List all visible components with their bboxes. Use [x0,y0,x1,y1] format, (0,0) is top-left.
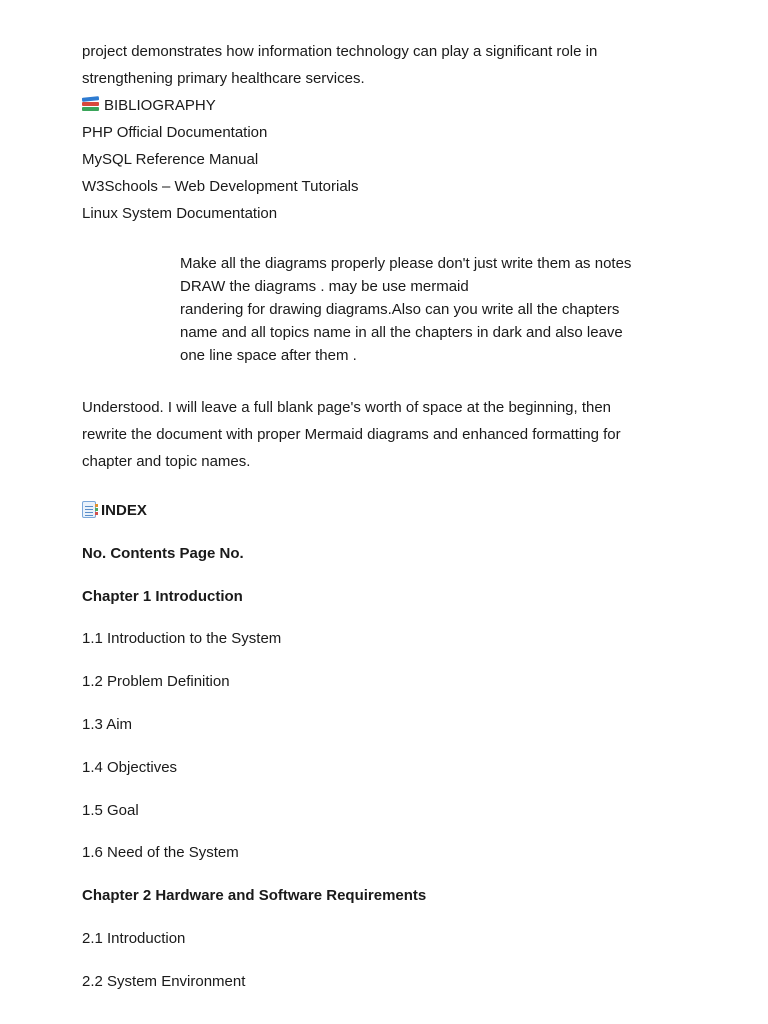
bookmark-tabs-icon [82,501,96,518]
books-icon [82,97,99,112]
topic-item: 2.2 System Environment [82,972,246,990]
bibliography-item: W3Schools – Web Development Tutorials [82,178,359,195]
topic-item: 1.3 Aim [82,715,133,733]
chapter-title: Chapter 1 Introduction [82,587,243,605]
user-message [180,252,700,367]
index-section [82,490,702,1004]
response-line: rewrite the document with proper Mermaid diagrams and enhanced formatting for [82,426,621,443]
topic-item: 1.4 Objectives [82,758,178,776]
assistant-response [82,394,702,475]
bibliography-item: Linux System Documentation [82,205,278,222]
bibliography-item: PHP Official Documentation [82,124,268,141]
response-line: chapter and topic names. [82,453,251,470]
user-message-line: name and all topics name in all the chapters in dark and also leave [180,324,623,341]
bibliography-heading [82,92,702,119]
user-message-line: one line space after them . [180,347,357,364]
conclusion-line: project demonstrates how information technology can play a significant role in [82,43,598,60]
bibliography-heading-label: BIBLIOGRAPHY [104,97,216,114]
conclusion-line: strengthening primary healthcare services. [82,70,365,87]
user-message-line: Make all the diagrams properly please don't just write them as notes [180,255,632,272]
topic-item: 1.6 Need of the System [82,844,239,862]
index-heading-label: INDEX [101,502,147,519]
topic-item: 1.2 Problem Definition [82,673,230,691]
user-message-line: DRAW the diagrams . may be use mermaid [180,278,469,295]
user-message-line: randering for drawing diagrams.Also can you write all the chapters [180,301,620,318]
topic-item: 1.1 Introduction to the System [82,630,282,648]
index-columns-header: No. Contents Page No. [82,544,244,562]
conclusion-and-bibliography [82,38,702,227]
index-heading [82,490,702,533]
chapter-title: Chapter 2 Hardware and Software Requirements [82,887,427,905]
topic-item: 2.1 Introduction [82,929,186,947]
topic-item: 1.5 Goal [82,801,139,819]
response-line: Understood. I will leave a full blank page's worth of space at the beginning, then [82,399,612,416]
bibliography-item: MySQL Reference Manual [82,151,259,168]
